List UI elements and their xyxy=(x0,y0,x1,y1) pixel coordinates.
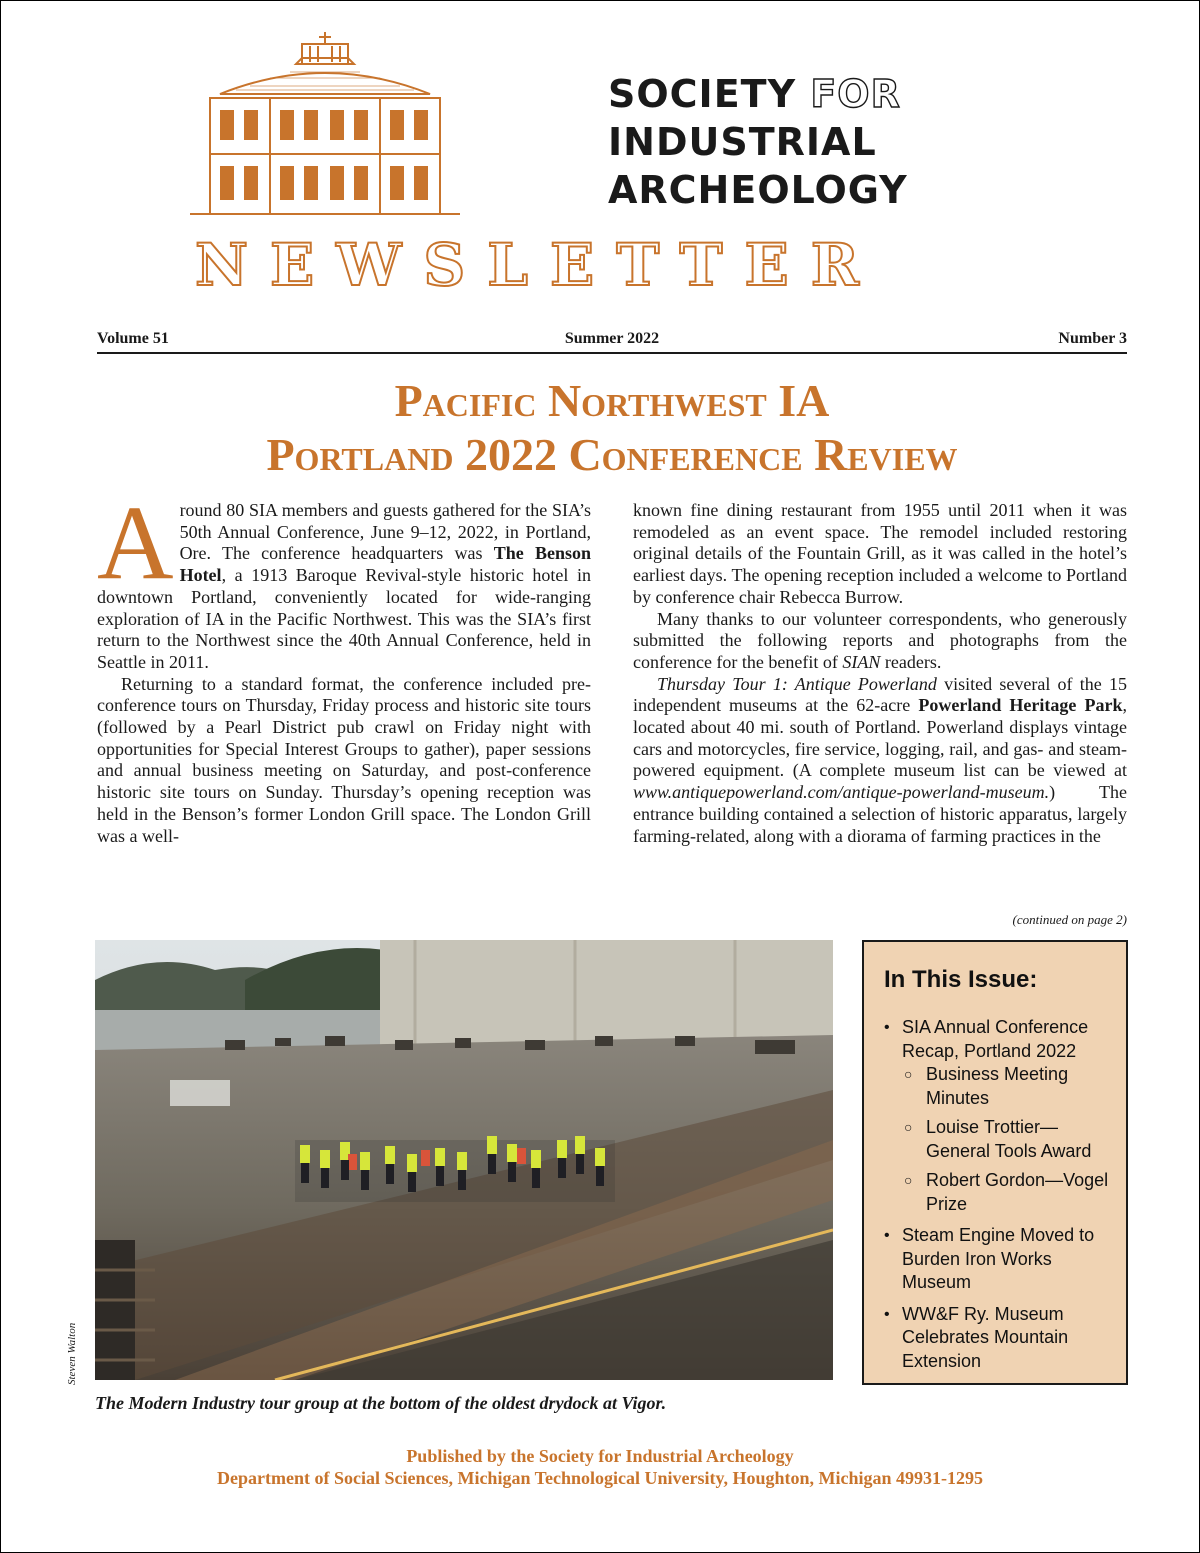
bullet-icon: • xyxy=(884,1019,890,1036)
article-paragraph: known fine dining restaurant from 1955 until 2011 when it was remodeled as an event space. The remodel included restoring original details of the Fountain Grill, as it was called in the hotel’s earliest days. The opening reception included a welcome to Portland by conference chair Rebecca Burrow. xyxy=(633,500,1127,607)
paragraph-text: Many thanks to our volunteer correspondents, who generously submitted the following reports and photographs from the conference for the benefit of xyxy=(633,608,1127,672)
drop-cap: A xyxy=(97,484,174,601)
article-column-right xyxy=(633,500,1127,847)
contents-subitem-label: Louise Trottier—General Tools Award xyxy=(926,1117,1092,1161)
circle-bullet-icon: ○ xyxy=(904,1172,913,1188)
museum-url[interactable]: www.antiquepowerland.com/antique-powerland-museum. xyxy=(633,782,1050,803)
contents-subitem-label: Business Meeting Minutes xyxy=(926,1064,1069,1108)
contents-item-label: WW&F Ry. Museum Celebrates Mountain Extension xyxy=(902,1303,1069,1371)
contents-item[interactable] xyxy=(880,1303,1120,1374)
issue-contents-list xyxy=(880,1016,1120,1381)
contents-item-label: Steam Engine Moved to Burden Iron Works Museum xyxy=(902,1225,1095,1292)
article-paragraph: Returning to a standard format, the conference included pre-conference tours on Thursday, Friday process and historic site tours (followed by a Pearl District pub crawl on Friday night with opportunities for Special Interest Groups to gather), paper sessions and annual business meeting on Saturday, and post-conference historic site tours on Sunday. Thursday’s opening reception was held in the Benson’s former London Grill space. The London Grill was a well- xyxy=(97,673,591,846)
bullet-icon: • xyxy=(884,1305,890,1323)
contents-item[interactable] xyxy=(880,1016,1120,1216)
drydock-photo xyxy=(95,940,833,1380)
photo-credit: Steven Walton xyxy=(66,1322,78,1385)
contents-item-label: SIA Annual Conference Recap, Portland 2022 xyxy=(902,1017,1089,1061)
contents-sublist xyxy=(902,1063,1120,1216)
title-for: FOR xyxy=(810,72,901,116)
title-archeology: ARCHEOLOGY xyxy=(608,168,908,212)
tour-name: Thursday Tour 1: Antique Powerland xyxy=(657,673,937,694)
paragraph-text: , a 1913 Baroque Revival-style historic hotel in downtown Portland, conveniently located for wide-ranging exploration of IA in the Pacific Northwest. This was the SIA’s first return to the Northwest since the 40th Annual Conference, held in Seattle in 2011. xyxy=(97,565,591,672)
title-society: SOCIETY xyxy=(608,72,797,116)
newsletter-wordmark: NEWSLETTER xyxy=(195,231,881,299)
issue-number: Number 3 xyxy=(1058,330,1127,347)
headline-line2: Portland 2022 Conference Review xyxy=(266,429,958,480)
article-paragraph xyxy=(97,484,591,674)
contents-item[interactable] xyxy=(880,1224,1120,1295)
footer-line2: Department of Social Sciences, Michigan Technological University, Houghton, Michigan 49931-1295 xyxy=(217,1468,983,1488)
contents-subitem[interactable] xyxy=(902,1116,1120,1163)
paragraph-text: ) The entrance building contained a selection of historic apparatus, largely farming-related, along with a diorama of farming practices in the xyxy=(633,782,1127,846)
footer-line1: Published by the Society for Industrial Archeology xyxy=(406,1446,794,1466)
paragraph-text: visited several of the 15 independent museums at the 62-acre xyxy=(633,673,1127,716)
circle-bullet-icon: ○ xyxy=(904,1066,913,1082)
contents-subitem[interactable] xyxy=(902,1169,1120,1216)
in-this-issue-heading: In This Issue: xyxy=(884,966,1038,993)
article-paragraph xyxy=(633,609,1127,674)
paragraph-text: round 80 SIA members and guests gathered for the SIA’s 50th Annual Conference, June 9–12, 2022, in Portland, Ore. The conference headquarters was xyxy=(179,500,591,564)
contents-subitem[interactable] xyxy=(902,1063,1120,1110)
photo-caption: The Modern Industry tour group at the bottom of the oldest drydock at Vigor. xyxy=(95,1393,667,1413)
in-this-issue-box xyxy=(862,940,1128,1385)
article-column-left xyxy=(97,484,591,847)
paragraph-text: , located about 40 mi. south of Portland. Powerland displays vintage cars and motorcycles, fire service, logging, rail, and gas- and steam-powered equipment. (A complete museum list can be viewed at xyxy=(633,695,1127,781)
park-name: Powerland Heritage Park xyxy=(918,695,1123,716)
issue-bar xyxy=(97,328,1127,354)
roundhouse-logo xyxy=(180,32,470,222)
publisher-footer xyxy=(0,1445,1200,1489)
title-industrial: INDUSTRIAL xyxy=(608,120,877,164)
publication-name: SIAN xyxy=(842,651,881,672)
society-title xyxy=(608,70,1048,214)
circle-bullet-icon: ○ xyxy=(904,1119,913,1135)
issue-volume: Volume 51 xyxy=(97,330,169,347)
hotel-name: The Benson Hotel xyxy=(179,543,591,586)
continued-note: (continued on page 2) xyxy=(1012,912,1127,927)
headline-line1: Pacific Northwest IA xyxy=(394,375,830,426)
contents-subitem-label: Robert Gordon—Vogel Prize xyxy=(926,1170,1109,1214)
bullet-icon: • xyxy=(884,1227,890,1244)
paragraph-text: readers. xyxy=(880,651,942,672)
article-headline xyxy=(97,374,1127,482)
issue-date: Summer 2022 xyxy=(564,330,660,347)
article-paragraph xyxy=(633,674,1127,848)
